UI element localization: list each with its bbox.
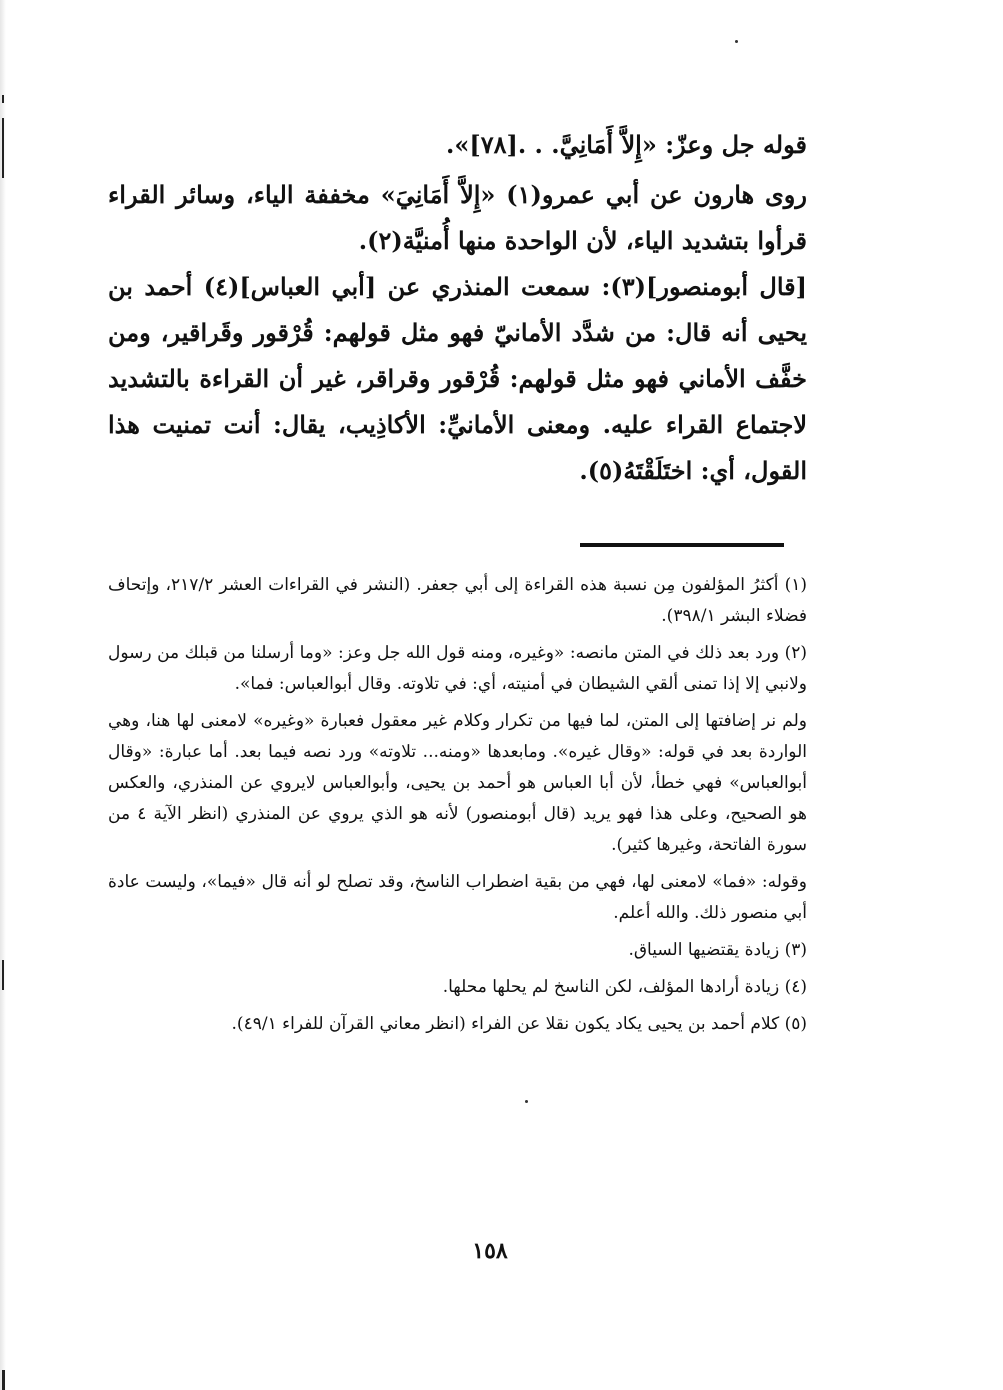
footnote-1: (١) أكثرُ المؤلفون مِن نسبة هذه القراءة إلى أبي جعفر. (النشر في القراءات العشر ٢١٧/٢، وإتحاف فضلاء البشر ٣٩٨/١). <box>108 575 807 626</box>
scan-speck <box>525 1100 528 1103</box>
page-number: ١٥٨ <box>472 1238 508 1264</box>
footnote-3: (٣) زيادة يقتضيها السياق. <box>628 940 807 960</box>
scan-speck <box>735 40 738 43</box>
main-text <box>108 122 807 494</box>
scan-mark <box>2 95 4 103</box>
footnote-4: (٤) زيادة أرادها المؤلف، لكن الناسخ لم يحلها محلها. <box>442 977 807 997</box>
scan-mark <box>2 960 4 990</box>
footnote-2-remark: وقوله: «فما» لامعنى لها، فهي من بقية اضطراب الناسخ، وقد تصلح لو أنه قال «فيما»، وليست عادة أبي منصور ذلك. والله أعلم. <box>108 872 807 923</box>
scan-mark <box>2 118 4 178</box>
verse-heading: قوله جل وعزّ: «إِلاَّ أَمَانِيَّ. . .[٧٨]». <box>445 130 807 159</box>
scan-mark <box>2 1370 5 1390</box>
paragraph-reading: روى هارون عن أبي عمرو(١) «إِلاَّ أَمَانِيَ» مخففة الياء، وسائر القراء قرأوا بتشديد الياء، لأن الواحدة منها أُمنيَّة(٢). <box>108 180 807 255</box>
footnote-separator <box>580 543 784 547</box>
footnote-2-continued: ولم نر إضافتها إلى المتن، لما فيها من تكرار وكلام غير معقول فعبارة «وغيره» لامعنى لها هنا، وهي الواردة بعد في قوله: «وقال غيره». ومابعدها «ومنه... تلاوته» ورد نصه فيما بعد. أما عبارة: «وقال أبوالعباس» فهي خطأ، لأن أبا العباس هو أحمد بن يحيى، وأبوالعباس لايروي عن المنذري، والعكس هو الصحيح، وعلى هذا فهو يريد (قال أبومنصور) لأنه هو الذي يروي عن المنذري (انظر الآية ٤ من سورة الفاتحة، وغيرها كثير). <box>108 711 807 855</box>
footnote-2: (٢) ورد بعد ذلك في المتن مانصه: «وغيره، ومنه قول الله جل وعز: «وما أرسلنا من قبلك من رسول ولانبي إلا إذا تمنى ألقي الشيطان في أمنيته، أي: في تلاوته. وقال أبوالعباس: فما». <box>108 643 807 694</box>
footnotes <box>108 570 807 1046</box>
scan-edge <box>0 0 6 1390</box>
paragraph-commentary: [قال أبومنصور](٣): سمعت المنذري عن [أبي العباس](٤) أحمد بن يحيى أنه قال: من شدَّد الأمانيّ فهو مثل قولهم: قُرْقور وقَراقير، ومن خفَّف الأماني فهو مثل قولهم: قُرْقور وقراقر، غير أن القراءة بالتشديد لاجتماع القراء عليه. ومعنى الأمانيِّ: الأكاذِيب، يقال: أنت تمنيت هذا القول، أي: اختَلَقْتَهُ(٥). <box>108 272 807 485</box>
footnote-5: (٥) كلام أحمد بن يحيى يكاد يكون نقلا عن الفراء (انظر معاني القرآن للفراء ٤٩/١). <box>231 1014 807 1034</box>
